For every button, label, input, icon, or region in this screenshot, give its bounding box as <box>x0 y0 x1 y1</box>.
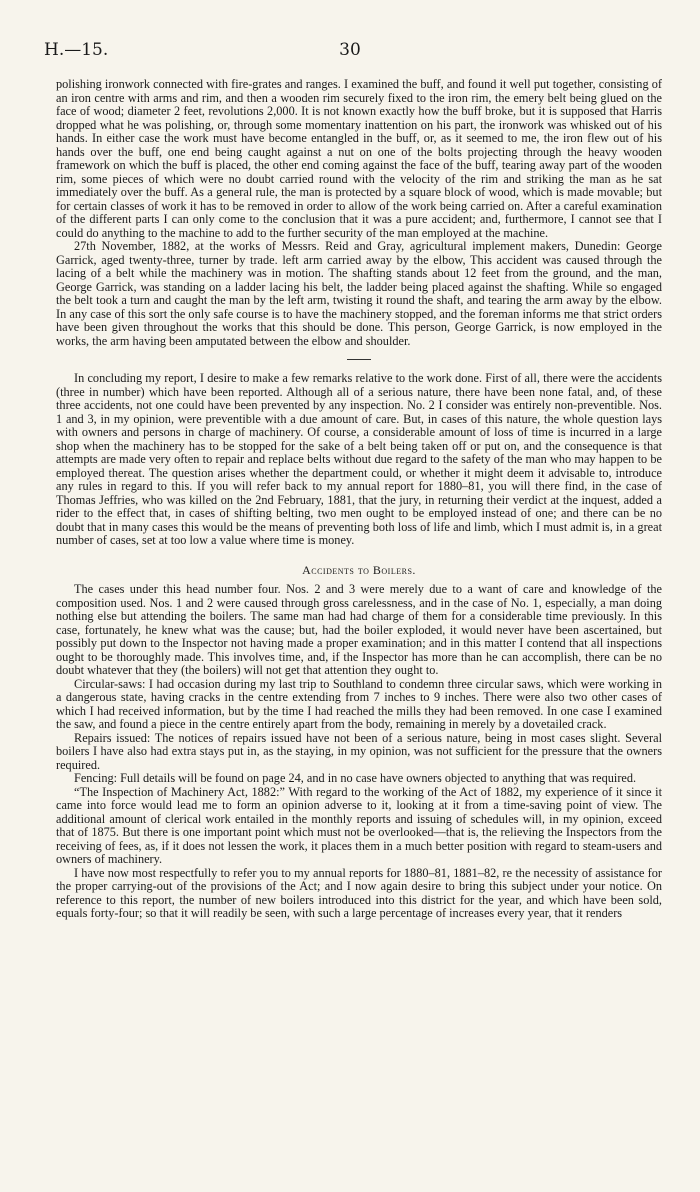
paragraph: 27th November, 1882, at the works of Messrs. Reid and Gray, agricultural implement makers, Dunedin: George Garrick, aged twenty-three, turner by trade. left arm carried away by the elbow, This accident was caused through the lacing of a belt while the machinery was in motion. The shafting stands about 12 feet from the ground, and the man, George Garrick, was standing on a ladder lacing his belt, the ladder being placed against the shafting. While so engaged the belt took a turn and caught the man by the left arm, twisting it round the shaft, and tearing the arm away by the elbow. In any case of this sort the only safe course is to have the machinery stopped, and the foreman informs me that strict orders have been given throughout the works that this should be done. This person, George Garrick, is now employed in the works, the arm having been amputated between the elbow and shoulder. <box>56 239 662 348</box>
section-heading: Accidents to Boilers. <box>302 562 416 577</box>
paragraph: Circular-saws: I had occasion during my last trip to Southland to condemn three circular saws, which were working in a dangerous state, having cracks in the centre extending from 7 inches to 9 inches. There were also two other cases of which I had received information, but by the time I had reached the mills they had been removed. In one case I examined the saw, and found a piece in the centre entirely apart from the body, remaining in merely by a dovetailed crack. <box>56 676 662 731</box>
paragraph: Fencing: Full details will be found on page 24, and in no case have owners objected to anything that was required. <box>74 771 637 785</box>
page-number: 30 <box>339 40 361 60</box>
paragraph: polishing ironwork connected with fire-grates and ranges. I examined the buff, and found it well put together, consisting of an iron centre with arms and rim, and then a wooden rim securely fixed to the iron rim, the emery belt being glued on the face of wood; diameter 2 feet, revolutions 2,000. It is not known exactly how the buff broke, but it is supposed that Harris dropped what he was polishing, or, through some momentary inattention on his part, the ironwork was whisked out of his hands. In either case the work must have become entangled in the buff, or, as it seemed to me, the iron flew out of his hands over the buff, one end being caught against a nut on one of the bolts projecting through the heavy wooden framework on which the buff is placed, the other end coming against the face of the buff, tearing away part of the wooden rim, some pieces of which were no doubt carried round with the velocity of the rim and striking the man as he sat immediately over the buff. As a general rule, the man is protected by a square block of wood, which is made movable; but for certain classes of work it has to be removed in order to allow of the work being carried on. After a careful examination of the different parts I can only come to the conclusion that it was a pure accident; and, furthermore, I cannot see that I could do anything to the machine to add to the further security of the man employed at the machine. <box>56 77 662 240</box>
paragraph: Repairs issued: The notices of repairs issued have not been of a serious nature, being in most cases slight. Several boilers I have also had extra stays put in, as the staying, in my opinion, was not sufficient for the pressure that the owners required. <box>56 730 662 772</box>
paragraph: “The Inspection of Machinery Act, 1882:” With regard to the working of the Act of 1882, my experience of it since it came into force would lead me to form an opinion adverse to it, looking at it from a time-saving point of view. The additional amount of clerical work entailed in the monthly reports and issuing of schedules will, in my opinion, exceed that of 1875. But there is one important point which must not be overlooked—that is, the relieving the Inspectors from the receiving of fees, as, if it does not lessen the work, it places them in a much better position with regard to steam-users and owners of machinery. <box>56 784 662 866</box>
paragraph: The cases under this head number four. Nos. 2 and 3 were merely due to a want of care and knowledge of the composition used. Nos. 1 and 2 were caused through gross carelessness, and in the case of No. 1, especially, a man doing nothing else but attending the boilers. The same man had had charge of them for a considerable time previously. In this case, fortunately, he knew what was the cause; but, had the boiler exploded, it would never have been ascertained, but possibly put down to the Inspector not having made a proper examination; and in this matter I contend that all inspections ought to be thoroughly made. This involves time, and, if the Inspector has more than he can accomplish, there can be no doubt whatever that they (the boilers) will not get that attention they ought to. <box>56 582 662 677</box>
paragraph: In concluding my report, I desire to make a few remarks relative to the work done. First of all, there were the accidents (three in number) which have been reported. Although all of a serious nature, there have been none fatal, and, of these three accidents, not one could have been prevented by any inspection. No. 2 I consider was entirely non-preventible. Nos. 1 and 3, in my opinion, were preventible with a due amount of care. But, in cases of this nature, the whole question lays with owners and persons in charge of machinery. Of course, a considerable amount of loss of time is incurred in a large shop when the machinery has to be stopped for the sake of a belt being taken off or put on, and the consequence is that attempts are made very often to repair and replace belts without due regard to the safety of the man who may happen to be employed thereat. The question arises whether the department could, or whether it might deem it advisable to, introduce any rules in regard to this. If you will refer back to my annual report for 1880–81, you will there find, in the case of Thomas Jeffries, who was killed on the 2nd February, 1881, that the jury, in returning their verdict at the inquest, added a rider to the effect that, in cases of shifting belting, two men ought to be employed instead of one; and there can be no doubt that in many cases this would be the means of preventing both loss of life and limb, which I must admit is, in a great number of cases, set at too low a value where time is money. <box>56 371 662 547</box>
section-divider <box>347 359 371 360</box>
page-header <box>44 40 656 66</box>
body-text <box>56 78 662 921</box>
paragraph: I have now most respectfully to refer you to my annual reports for 1880–81, 1881–82, re the necessity of assistance for the proper carrying-out of the provisions of the Act; and I now again desire to bring this subject under your notice. On reference to this report, the number of new boilers introduced into this district for the year, and which have been sold, equals forty-four; so that it will readily be seen, with such a large percentage of increases every year, that it renders <box>56 865 662 920</box>
document-reference: H.—15. <box>44 40 109 60</box>
